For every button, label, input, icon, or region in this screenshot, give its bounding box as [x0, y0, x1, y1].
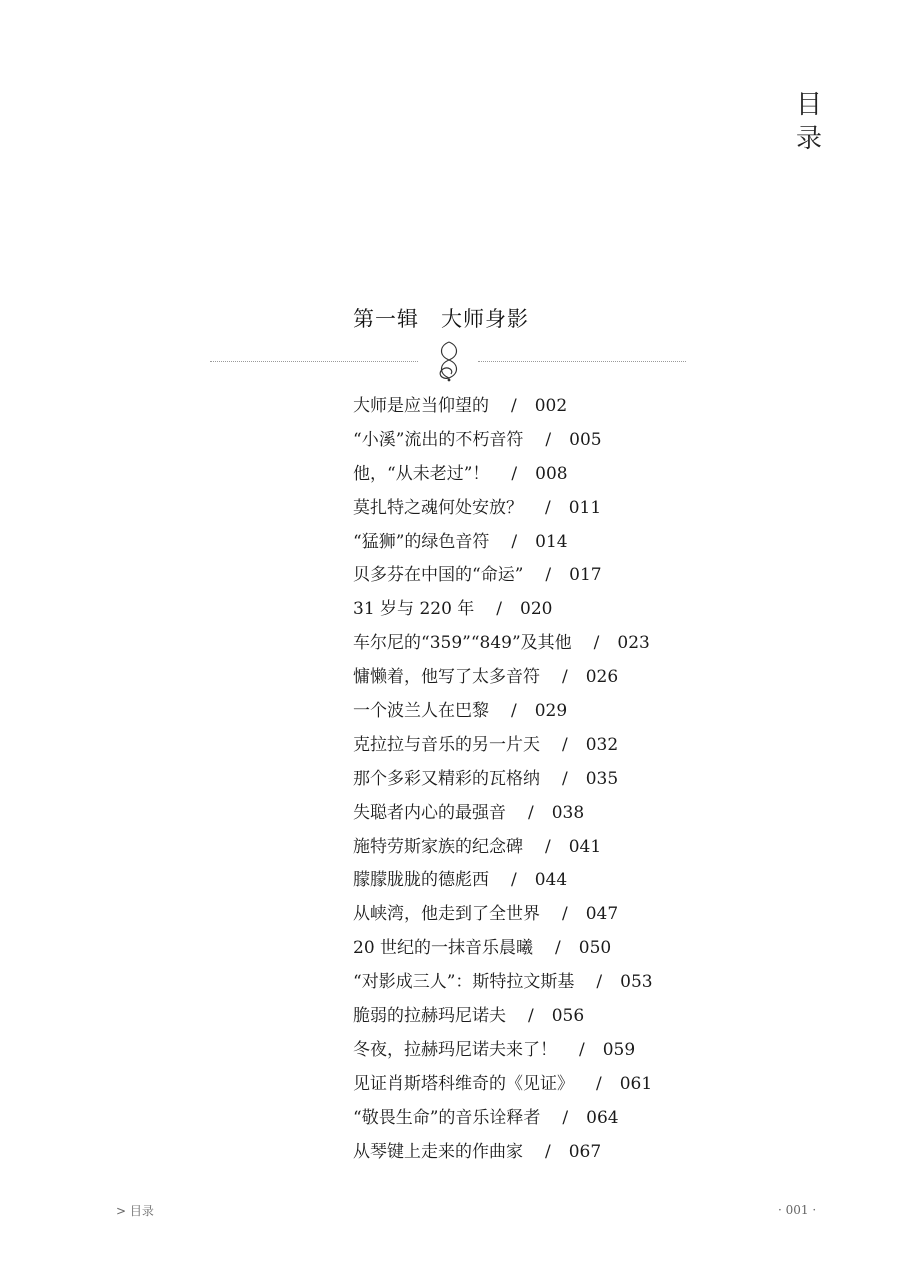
- toc-entry-page: 056: [551, 1006, 585, 1027]
- toc-entry-title: 从峡湾，他走到了全世界: [353, 904, 540, 925]
- toc-separator: /: [511, 396, 517, 416]
- footer-breadcrumb: > 目录: [116, 1204, 154, 1218]
- toc-entry[interactable]: [353, 458, 653, 492]
- toc-entry-page: 032: [585, 734, 619, 755]
- toc-separator: /: [579, 1039, 585, 1060]
- toc-separator: /: [511, 701, 517, 722]
- toc-entry-title: 贝多芬在中国的“命运”: [353, 565, 524, 586]
- toc-separator: /: [511, 531, 518, 552]
- toc-entry-title: 慵懒着，他写了太多音符: [353, 667, 540, 688]
- toc-entry[interactable]: [353, 1102, 653, 1136]
- toc-separator: /: [596, 1073, 602, 1094]
- toc-entry[interactable]: [353, 559, 653, 593]
- toc-entry[interactable]: [353, 390, 653, 424]
- toc-entry[interactable]: [353, 831, 653, 865]
- toc-separator: /: [596, 972, 603, 993]
- toc-entry-title: “敬畏生命”的音乐诠释者: [353, 1107, 541, 1128]
- toc-entry[interactable]: [353, 695, 653, 729]
- toc-entry-title: 失聪者内心的最强音: [353, 802, 506, 823]
- toc-entry-title: 朦朦胧胧的德彪西: [353, 870, 489, 891]
- toc-entry-title: 大师是应当仰望的: [353, 396, 489, 416]
- toc-entry[interactable]: [353, 593, 653, 627]
- toc-entry[interactable]: [353, 932, 653, 966]
- toc-separator: /: [562, 1107, 569, 1128]
- toc-entry[interactable]: [353, 1136, 653, 1170]
- toc-entry[interactable]: [353, 763, 653, 797]
- toc-entry[interactable]: [353, 898, 653, 932]
- toc-separator: /: [562, 667, 568, 688]
- toc-entry-title: 莫扎特之魂何处安放？: [353, 497, 523, 518]
- toc-separator: /: [562, 734, 568, 755]
- toc-entry-page: 026: [585, 667, 619, 688]
- toc-entry-title: 见证肖斯塔科维奇的《见证》: [353, 1073, 574, 1094]
- toc-entry-title: 一个波兰人在巴黎: [353, 701, 489, 722]
- toc-separator: /: [511, 870, 517, 891]
- toc-entry-page: 050: [578, 938, 612, 959]
- toc-entry-page: 041: [568, 836, 602, 857]
- toc-entry-title: 20 世纪的一抹音乐晨曦: [353, 938, 534, 959]
- toc-entry-page: 064: [586, 1107, 619, 1128]
- toc-separator: /: [496, 599, 503, 620]
- heading-char-1: 目: [795, 90, 822, 120]
- toc-separator: /: [545, 497, 551, 518]
- toc-separator: /: [562, 768, 568, 789]
- toc-separator: /: [562, 904, 568, 925]
- toc-separator: /: [545, 429, 552, 450]
- toc-entry-page: 020: [520, 599, 553, 620]
- toc-entry-page: 053: [620, 972, 653, 993]
- toc-entry-page: 023: [617, 633, 650, 654]
- toc-entry-page: 029: [534, 701, 568, 722]
- toc-entry-page: 035: [585, 768, 619, 789]
- toc-entry[interactable]: [353, 1034, 653, 1068]
- toc-entry[interactable]: [353, 1068, 653, 1102]
- toc-separator: /: [545, 565, 552, 586]
- toc-separator: /: [511, 463, 518, 484]
- toc-entry[interactable]: [353, 1000, 653, 1034]
- toc-entry-title: 车尔尼的“359”“849”及其他: [353, 633, 572, 654]
- toc-entry[interactable]: [353, 492, 653, 526]
- toc-entry-page: 002: [534, 396, 568, 416]
- toc-entry-title: “猛狮”的绿色音符: [353, 531, 490, 552]
- toc-entry-page: 014: [535, 531, 568, 552]
- toc-separator: /: [545, 1141, 551, 1162]
- toc-entry-title: 冬夜，拉赫玛尼诺夫来了！: [353, 1039, 557, 1060]
- toc-entry-page: 047: [585, 904, 619, 925]
- toc-entry-page: 008: [535, 463, 568, 484]
- toc-list: [353, 390, 653, 1169]
- toc-entry-title: 施特劳斯家族的纪念碑: [353, 836, 523, 857]
- ornamental-divider: [210, 340, 686, 380]
- divider-line-right: [478, 361, 686, 362]
- toc-entry[interactable]: [353, 729, 653, 763]
- treble-clef-ornament-icon: [432, 340, 466, 382]
- toc-separator: /: [593, 633, 600, 654]
- toc-entry[interactable]: [353, 797, 653, 831]
- toc-separator: /: [555, 938, 561, 959]
- toc-entry-page: 017: [569, 565, 602, 586]
- page-number: · 001 ·: [778, 1203, 817, 1217]
- toc-entry[interactable]: [353, 424, 653, 458]
- toc-entry-page: 044: [534, 870, 568, 891]
- page-heading-vertical: [794, 88, 824, 156]
- toc-entry-title: “小溪”流出的不朽音符: [353, 429, 524, 450]
- toc-entry-title: 脆弱的拉赫玛尼诺夫: [353, 1006, 506, 1027]
- section-title: 第一辑 大师身影: [353, 307, 529, 331]
- toc-entry[interactable]: [353, 661, 653, 695]
- toc-entry-page: 059: [602, 1039, 636, 1060]
- toc-entry-title: 那个多彩又精彩的瓦格纳: [353, 768, 540, 789]
- toc-entry-title: 他，“从未老过”！: [353, 463, 490, 484]
- toc-entry-page: 011: [568, 497, 602, 518]
- toc-entry-page: 061: [619, 1073, 653, 1094]
- toc-entry[interactable]: [353, 864, 653, 898]
- toc-entry-page: 005: [569, 429, 602, 450]
- divider-line-left: [210, 361, 418, 362]
- toc-separator: /: [528, 1006, 534, 1027]
- toc-entry-title: “对影成三人”：斯特拉文斯基: [353, 972, 575, 993]
- toc-entry-page: 067: [568, 1141, 602, 1162]
- toc-entry[interactable]: [353, 526, 653, 560]
- toc-entry-page: 038: [551, 802, 585, 823]
- toc-separator: /: [545, 836, 551, 857]
- toc-separator: /: [528, 802, 534, 823]
- toc-entry-title: 31 岁与 220 年: [353, 599, 475, 620]
- toc-entry-title: 克拉拉与音乐的另一片天: [353, 734, 540, 755]
- toc-entry[interactable]: [353, 627, 653, 661]
- toc-entry-title: 从琴键上走来的作曲家: [353, 1141, 523, 1162]
- toc-entry[interactable]: [353, 966, 653, 1000]
- heading-char-2: 录: [795, 124, 822, 154]
